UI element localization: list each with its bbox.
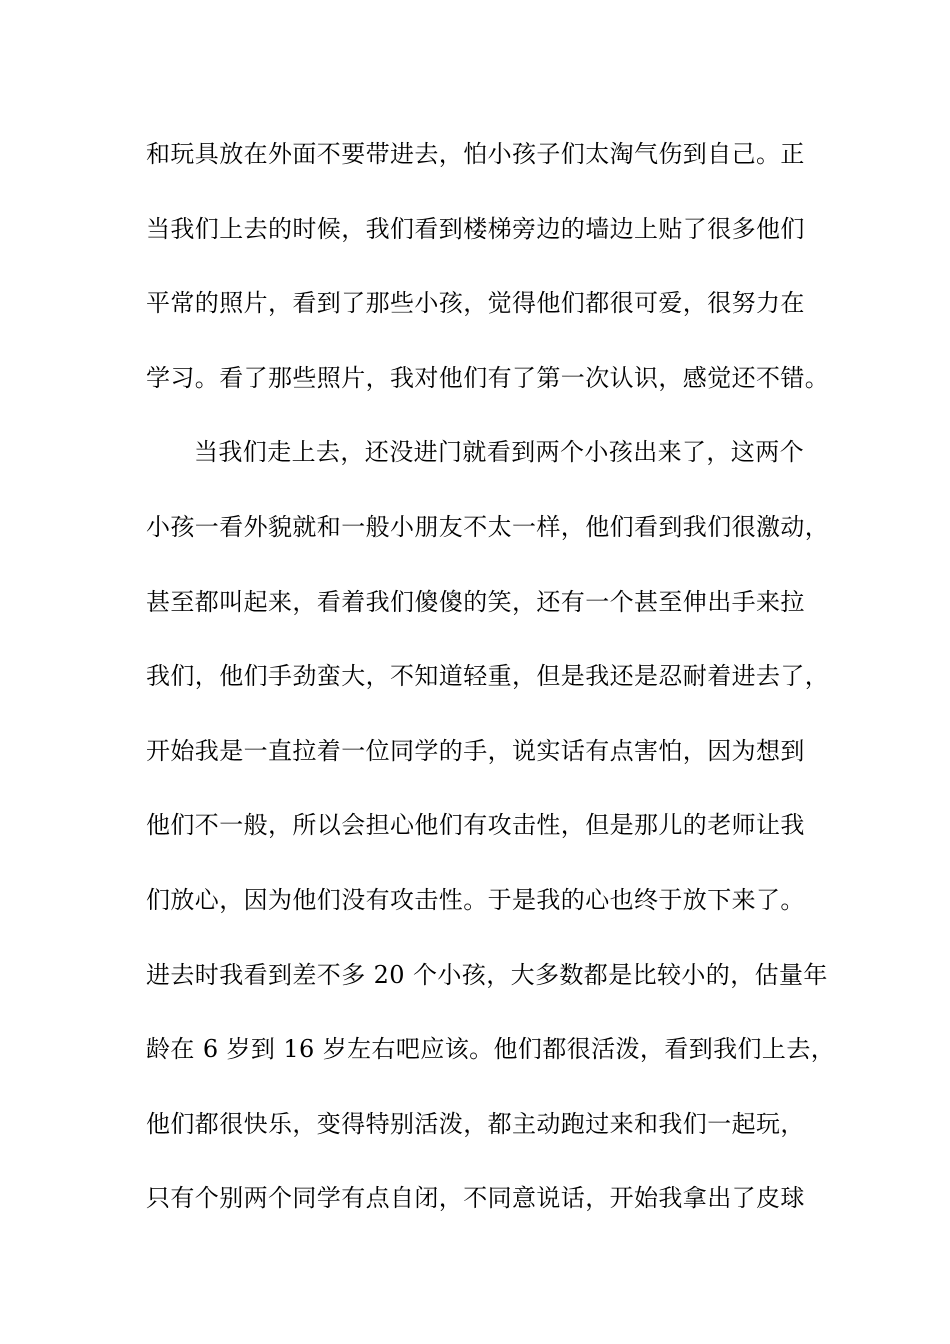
text-line: 进去时我看到差不多 20 个小孩，大多数都是比较小的，估量年 xyxy=(146,960,828,989)
text-line: 们放心，因为他们没有攻击性。于是我的心也终于放下来了。 xyxy=(146,885,805,914)
text-line: 平常的照片，看到了那些小孩，觉得他们都很可爱，很努力在 xyxy=(146,289,805,318)
text-line: 他们不一般，所以会担心他们有攻击性，但是那儿的老师让我 xyxy=(146,811,805,840)
text-line: 小孩一看外貌就和一般小朋友不太一样，他们看到我们很激动， xyxy=(146,512,830,541)
text-line: 甚至都叫起来，看着我们傻傻的笑，还有一个甚至伸出手来拉 xyxy=(146,587,805,616)
text-line: 学习。看了那些照片，我对他们有了第一次认识，感觉还不错。 xyxy=(146,363,830,392)
text-line: 和玩具放在外面不要带进去，怕小孩子们太淘气伤到自己。正 xyxy=(146,140,805,168)
text-line: 只有个别两个同学有点自闭，不同意说话，开始我拿出了皮球 xyxy=(146,1184,805,1213)
text-line: 当我们上去的时候，我们看到楼梯旁边的墙边上贴了很多他们 xyxy=(146,214,805,243)
body-text xyxy=(146,132,836,1251)
text-line: 我们，他们手劲蛮大，不知道轻重，但是我还是忍耐着进去了， xyxy=(146,662,830,691)
paragraph-start-line: 当我们走上去，还没进门就看到两个小孩出来了，这两个 xyxy=(194,438,804,467)
text-line: 他们都很快乐，变得特别活泼，都主动跑过来和我们一起玩， xyxy=(146,1109,805,1138)
text-line: 龄在 6 岁到 16 岁左右吧应该。他们都很活泼，看到我们上去， xyxy=(146,1035,836,1064)
text-line: 开始我是一直拉着一位同学的手，说实话有点害怕，因为想到 xyxy=(146,736,805,765)
